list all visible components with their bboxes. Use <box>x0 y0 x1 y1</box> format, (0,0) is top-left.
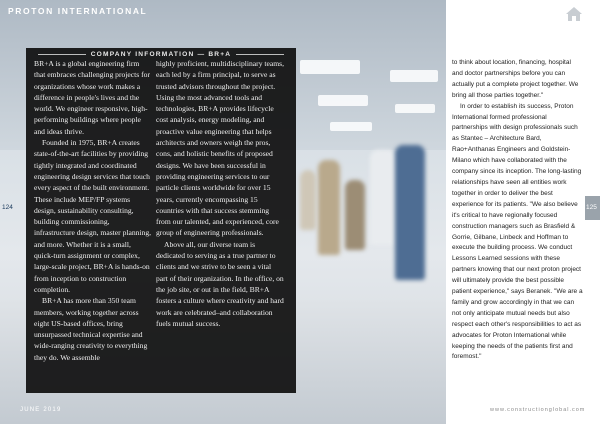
paragraph: highly proficient, multidisciplinary teams, each led by a firm principal, to serve as trusted advisors throughout the project. Using the most advanced tools and technologies, BR+A provides lifecycle cost analysis, energy modeling, and proactive value engineering that helps architects and owners weigh the pros, cons, and holistic benefits of proposed designs. We have been successful in providing engineering services to our particle clients worldwide for over 15 years, currently encompassing 15 countries with that success stemming from our talented, and experienced, core group of engineering professionals. <box>156 59 285 238</box>
blurred-person <box>370 150 396 245</box>
header-rule <box>236 54 284 55</box>
page-number-right: 125 <box>586 204 597 211</box>
website-url[interactable]: www.constructionglobal.com <box>490 407 586 413</box>
page-number-left: 124 <box>2 204 13 211</box>
header-bar <box>0 0 600 22</box>
paragraph: Founded in 1975, BR+A creates state-of-the-art facilities by providing tightly integrated and coordinated engineering design services that touch every aspect of the built environment. These include MEP/FP systems design, sustainability consulting, building commissioning, infrastructure design, master planning, and more. Whether it is a small, quick-turn assignment or complex, large-scale project, BR+A is hands-on from inception to construction completion. <box>34 138 152 294</box>
box-header <box>26 51 296 58</box>
home-icon[interactable] <box>565 6 583 22</box>
blurred-person <box>318 160 340 255</box>
blurred-person <box>395 145 425 280</box>
blurred-person <box>300 170 316 230</box>
box-column-2 <box>156 58 284 329</box>
issue-date: JUNE 2019 <box>20 407 62 413</box>
ceiling-light <box>330 122 372 131</box>
company-info-box <box>26 48 296 393</box>
box-column-1 <box>34 58 152 363</box>
ceiling-light <box>390 70 438 82</box>
paragraph: BR+A has more than 350 team members, working together across eight US-based offices, bring unsurpassed technical expertise and wide-ranging creativity to everything they do. We assemble <box>34 296 148 362</box>
paragraph: In order to establish its success, Proton International formed professional partnerships with design professionals such as Stantec – Architecture Bard, Rao+Anthanas Engineers and Goldstein-Milano which have collaborated with the company since its inception. The long-lasting relationships have seen all entities work together in order to deliver the best experience for its patients. "We also believe it's critical to have regionally focused construction managers such as Brasfield & Gorrie, Gilbane, Linbeck and Hoffman to execute the building process. We conduct Lessons Learned sessions with these partners knowing that our next proton project will ultimately provide the best possible patient experience," says Beranek. "We are a family and grow accordingly in that we can not only anticipate mutual needs but also respect each other's responsibilities to act as advocates for Proton International while keeping the needs of the patients first and foremost." <box>452 102 583 361</box>
ceiling-light <box>395 104 435 113</box>
magazine-name: PROTON INTERNATIONAL <box>8 6 148 16</box>
box-title: COMPANY INFORMATION — BR+A <box>90 51 232 58</box>
paragraph: to think about location, financing, hospital and doctor partnerships before you can actually put a complete project together. We bring all those parties together." <box>452 59 579 99</box>
ceiling-light <box>318 95 368 106</box>
ceiling-light <box>300 60 360 74</box>
paragraph: BR+A is a global engineering firm that embraces challenging projects for organizations whose work makes a difference in people's lives and the world. We engineer responsive, high-performing buildings where people and ideas thrive. <box>34 59 150 136</box>
header-rule <box>38 54 86 55</box>
paragraph: Above all, our diverse team is dedicated to serving as a true partner to clients and we strive to be seen a vital part of their organization. In the office, on the job site, or out in the field, BR+A fosters a culture where creativity and hard work are celebrated–and collaboration fuels mutual success. <box>156 239 284 328</box>
right-article-column <box>452 58 583 363</box>
blurred-person <box>345 180 365 250</box>
